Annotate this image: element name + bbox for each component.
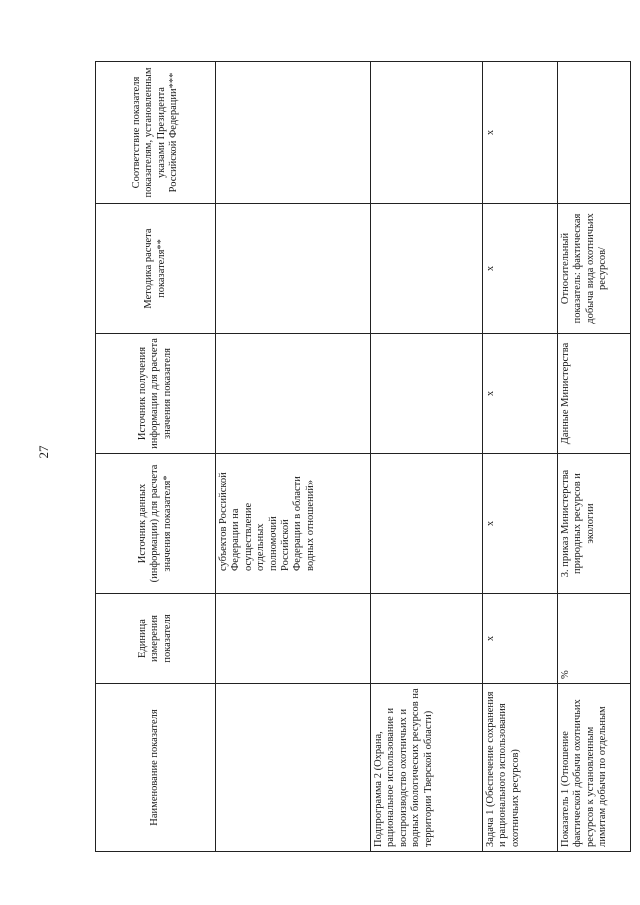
table-header-row — [96, 62, 216, 852]
cell-unit — [371, 594, 483, 684]
header-conformity: Соответствие показателя показателям, установленным указами Президента Российской Федерации*** — [96, 62, 216, 204]
header-method: Методика расчета показателя** — [96, 204, 216, 334]
cell-info-source — [371, 334, 483, 454]
header-source-data: Источник данных (информации) для расчета значения показателя* — [96, 454, 216, 594]
cell-conformity: х — [483, 62, 558, 204]
cell-method — [216, 204, 371, 334]
cell-source-data: х — [483, 454, 558, 594]
page-number: 27 — [36, 445, 51, 459]
table-row — [558, 62, 631, 852]
cell-method: х — [483, 204, 558, 334]
table-row — [371, 62, 483, 852]
cell-info-source: Данные Министерства — [558, 334, 631, 454]
cell-info-source: х — [483, 334, 558, 454]
cell-source-data — [371, 454, 483, 594]
cell-name: Задача 1 (Обеспечение сохранения и рационального использования охотничьих ресурсов) — [483, 684, 558, 852]
cell-conformity — [216, 62, 371, 204]
cell-source-data: 3. приказ Министерства природных ресурсов и экологии — [558, 454, 631, 594]
header-info-source: Источник получения информации для расчета значения показателя — [96, 334, 216, 454]
cell-name — [216, 684, 371, 852]
cell-method: Относительный показатель: фактическая добыча вида охотничьих ресурсов/ — [558, 204, 631, 334]
cell-source-data: субъектов Российской Федерации на осуществление отдельных полномочий Российской Федерации в области водных отношений» — [216, 454, 371, 594]
indicator-table — [95, 61, 631, 852]
rotated-table-container — [95, 62, 630, 852]
cell-unit: % — [558, 594, 631, 684]
cell-conformity — [371, 62, 483, 204]
cell-method — [371, 204, 483, 334]
cell-info-source — [216, 334, 371, 454]
cell-conformity — [558, 62, 631, 204]
table-row — [216, 62, 371, 852]
header-unit: Единица измерения показателя — [96, 594, 216, 684]
cell-unit — [216, 594, 371, 684]
cell-name: Показатель 1 (Отношение фактической добычи охотничьих ресурсов к установленным лимитам добычи по отдельным — [558, 684, 631, 852]
header-name: Наименование показателя — [96, 684, 216, 852]
cell-name: Подпрограмма 2 (Охрана, рациональное использование и воспроизводство охотничьих и водных биологических ресурсов на территории Тверской области) — [371, 684, 483, 852]
cell-unit: х — [483, 594, 558, 684]
table-row — [483, 62, 558, 852]
